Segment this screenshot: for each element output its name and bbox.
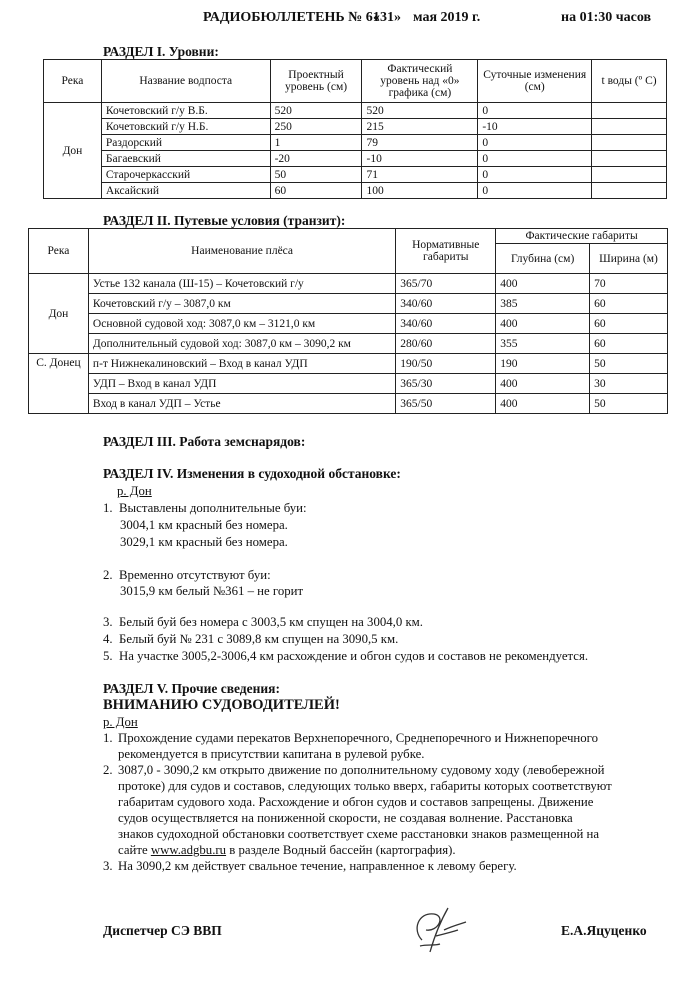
levels-river: Дон — [44, 103, 102, 199]
project-level: 50 — [270, 167, 362, 183]
item-number: 1. — [103, 501, 113, 515]
item-line: 3087,0 - 3090,2 км открыто движение по дополнительному судовому ходу (левобережной — [118, 763, 605, 777]
route-river-donets: С. Донец — [29, 354, 89, 414]
list-item — [103, 500, 307, 516]
route-header-width: Ширина (м) — [590, 244, 668, 274]
norm-dims: 365/70 — [396, 274, 496, 294]
item-line: протоке) для судов и составов, следующих только вверх, габариты которых соответствуют — [118, 779, 612, 793]
project-level: 520 — [270, 103, 362, 119]
actual-depth: 400 — [496, 274, 590, 294]
actual-depth: 400 — [496, 374, 590, 394]
section5-title: РАЗДЕЛ V. Прочие сведения: — [103, 681, 280, 696]
actual-depth: 400 — [496, 394, 590, 414]
item-line: Прохождение судами перекатов Верхнепоречного, Среднепоречного и Нижнепоречного — [118, 731, 598, 745]
table-row — [44, 103, 667, 119]
table-row — [29, 274, 668, 294]
daily-change: 0 — [478, 151, 592, 167]
item-number: 3. — [103, 859, 113, 873]
attention-heading: ВНИМАНИЮ СУДОВОДИТЕЛЕЙ! — [103, 697, 340, 713]
route-header-river: Река — [29, 229, 89, 274]
levels-header-temp: t воды (º С) — [592, 60, 667, 103]
item-number: 2. — [103, 568, 113, 582]
water-temp — [592, 135, 667, 151]
route-header-actual-group: Фактические габариты — [496, 229, 668, 244]
project-level: 1 — [270, 135, 362, 151]
actual-width: 30 — [590, 374, 668, 394]
table-row — [29, 294, 668, 314]
levels-table — [43, 59, 667, 199]
item-number: 5. — [103, 649, 113, 663]
route-river-don: Дон — [29, 274, 89, 354]
norm-dims: 340/60 — [396, 314, 496, 334]
section5-river: р. Дон — [103, 715, 138, 729]
actual-level: 100 — [362, 183, 478, 199]
list-item — [103, 614, 423, 630]
station-name: Раздорский — [101, 135, 270, 151]
table-row — [29, 314, 668, 334]
route-header-depth: Глубина (см) — [496, 244, 590, 274]
table-row — [44, 119, 667, 135]
item-line: знаков судоходной обстановки соответствует схеме расстановки знаков размещенной на — [118, 827, 600, 841]
table-row — [44, 183, 667, 199]
stretch-name: УДП – Вход в канал УДП — [88, 374, 395, 394]
item-text: Белый буй № 231 с 3089,8 км спущен на 3090,5 км. — [119, 632, 399, 646]
item-number: 3. — [103, 615, 113, 629]
actual-level: 520 — [362, 103, 478, 119]
project-level: -20 — [270, 151, 362, 167]
actual-width: 60 — [590, 294, 668, 314]
stretch-name: Вход в канал УДП – Устье — [88, 394, 395, 414]
project-level: 60 — [270, 183, 362, 199]
table-row — [29, 334, 668, 354]
item-text: На участке 3005,2-3006,4 км расхождение и обгон судов и составов не рекомендуется. — [119, 649, 589, 663]
water-temp — [592, 167, 667, 183]
section4-title: РАЗДЕЛ IV. Изменения в судоходной обстановке: — [103, 466, 401, 481]
stretch-name: п-т Нижнекалиновский – Вход в канал УДП — [88, 354, 395, 374]
item-text: Белый буй без номера с 3003,5 км спущен на 3004,0 км. — [119, 615, 423, 629]
list-item — [103, 631, 398, 647]
actual-width: 50 — [590, 354, 668, 374]
item-subline: 3004,1 км красный без номера. — [120, 518, 288, 532]
actual-depth: 385 — [496, 294, 590, 314]
route-header-norm: Нормативные габариты — [396, 229, 496, 274]
website-link[interactable]: www.adgbu.ru — [150, 843, 227, 857]
station-name: Аксайский — [101, 183, 270, 199]
list-item — [103, 648, 588, 664]
daily-change: 0 — [478, 183, 592, 199]
water-temp — [592, 103, 667, 119]
water-temp — [592, 183, 667, 199]
item-text: Временно отсутствуют буи: — [119, 568, 271, 582]
list-item — [103, 730, 668, 874]
section4-river: р. Дон — [117, 484, 152, 498]
bulletin-time: на 01:30 часов — [561, 10, 652, 25]
actual-width: 60 — [590, 334, 668, 354]
station-name: Багаевский — [101, 151, 270, 167]
item-line: судов осуществляется на пониженной скорости, не создавая волнение. Расстановка — [118, 811, 573, 825]
table-row — [44, 167, 667, 183]
norm-dims: 190/50 — [396, 354, 496, 374]
item-number: 1. — [103, 731, 113, 745]
water-temp — [592, 151, 667, 167]
daily-change: 0 — [478, 103, 592, 119]
norm-dims: 365/50 — [396, 394, 496, 414]
bulletin-title: РАДИОБЮЛЛЕТЕНЬ № 61 — [203, 10, 380, 25]
station-name: Кочетовский г/у Н.Б. — [101, 119, 270, 135]
actual-level: -10 — [362, 151, 478, 167]
actual-depth: 355 — [496, 334, 590, 354]
signature-icon — [400, 900, 480, 960]
levels-header-change: Суточные изменения (см) — [478, 60, 592, 103]
actual-level: 215 — [362, 119, 478, 135]
item-line: габаритам судового хода. Расхождение и обгон судов и составов запрещены. Движение — [118, 795, 594, 809]
norm-dims: 365/30 — [396, 374, 496, 394]
list-item — [103, 567, 271, 583]
water-temp — [592, 119, 667, 135]
daily-change: -10 — [478, 119, 592, 135]
item-line: рекомендуется в присутствии капитана в рулевой рубке. — [118, 747, 425, 761]
actual-level: 71 — [362, 167, 478, 183]
section1-title: РАЗДЕЛ I. Уровни: — [103, 44, 219, 59]
stretch-name: Устье 132 канала (Ш-15) – Кочетовский г/у — [88, 274, 395, 294]
levels-header-actual: Фактический уровень над «0» графика (см) — [362, 60, 478, 103]
station-name: Кочетовский г/у В.Б. — [101, 103, 270, 119]
item-number: 2. — [103, 763, 113, 777]
actual-depth: 400 — [496, 314, 590, 334]
item-text: Выставлены дополнительные буи: — [119, 501, 307, 515]
norm-dims: 280/60 — [396, 334, 496, 354]
section3-title: РАЗДЕЛ III. Работа земснарядов: — [103, 434, 306, 449]
item-subline: 3015,9 км белый №361 – не горит — [120, 584, 304, 598]
bulletin-date: мая 2019 г. — [413, 10, 481, 25]
route-header-name: Наименование плёса — [88, 229, 395, 274]
stretch-name: Дополнительный судовой ход: 3087,0 км – 3090,2 км — [88, 334, 395, 354]
table-row — [44, 135, 667, 151]
item-subline: 3029,1 км красный без номера. — [120, 535, 288, 549]
stretch-name: Кочетовский г/у – 3087,0 км — [88, 294, 395, 314]
levels-header-river: Река — [44, 60, 102, 103]
actual-depth: 190 — [496, 354, 590, 374]
actual-width: 50 — [590, 394, 668, 414]
actual-level: 79 — [362, 135, 478, 151]
project-level: 250 — [270, 119, 362, 135]
actual-width: 60 — [590, 314, 668, 334]
table-row — [29, 354, 668, 374]
item-line: На 3090,2 км действует свальное течение, направленное к левому берегу. — [118, 859, 517, 873]
norm-dims: 340/60 — [396, 294, 496, 314]
levels-header-project: Проектный уровень (см) — [270, 60, 362, 103]
levels-header-name: Название водпоста — [101, 60, 270, 103]
route-table — [28, 228, 668, 414]
actual-width: 70 — [590, 274, 668, 294]
daily-change: 0 — [478, 167, 592, 183]
section2-title: РАЗДЕЛ II. Путевые условия (транзит): — [103, 213, 346, 228]
stretch-name: Основной судовой ход: 3087,0 км – 3121,0 км — [88, 314, 395, 334]
item-number: 4. — [103, 632, 113, 646]
dispatcher-name: Е.А.Яцуценко — [561, 923, 647, 938]
item-line: сайте www.adgbu.ru в разделе Водный бассейн (картография). — [118, 843, 456, 857]
dispatcher-label: Диспетчер СЭ ВВП — [103, 923, 222, 938]
bulletin-date-day: «31» — [373, 10, 401, 25]
daily-change: 0 — [478, 135, 592, 151]
table-row — [29, 394, 668, 414]
table-row — [29, 374, 668, 394]
table-row — [44, 151, 667, 167]
station-name: Старочеркасский — [101, 167, 270, 183]
